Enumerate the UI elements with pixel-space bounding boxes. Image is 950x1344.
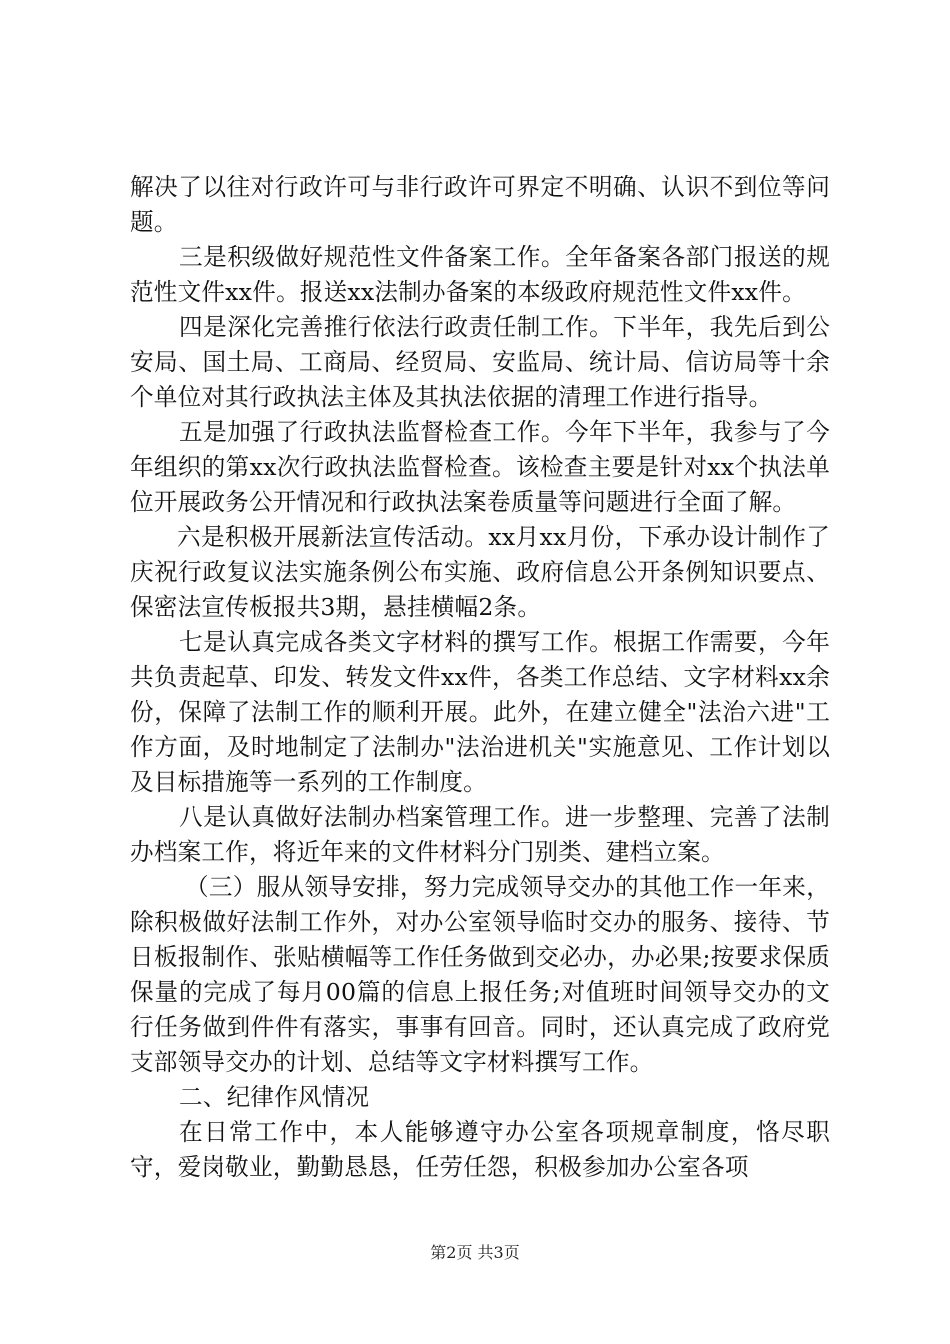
paragraph-item-7: 七是认真完成各类文字材料的撰写工作。根据工作需要，今年共负责起草、印发、转发文件xx件，各类工作总结、文字材料xx余份，保障了法制工作的顺利开展。此外，在建立健全"法治六进"工作方面，及时地制定了法制办"法治进机关"实施意见、工作计划以及目标措施等一系列的工作制度。 [130,628,830,796]
page-footer: 第2页 共3页 [430,1243,520,1262]
paragraph-section-3: （三）服从领导安排，努力完成领导交办的其他工作一年来，除积极做好法制工作外，对办公室领导临时交办的服务、接待、节日板报制作、张贴横幅等工作任务做到交必办，办必果;按要求保质保量的完成了每月00篇的信息上报任务;对值班时间领导交办的文行任务做到件件有落实，事事有回音。同时，还认真完成了政府党支部领导交办的计划、总结等文字材料撰写工作。 [130,873,830,1076]
paragraph-item-5: 五是加强了行政执法监督检查工作。今年下半年，我参与了今年组织的第xx次行政执法监督检查。该检查主要是针对xx个执法单位开展政务公开情况和行政执法案卷质量等问题进行全面了解。 [130,418,830,516]
paragraph-item-4: 四是深化完善推行依法行政责任制工作。下半年，我先后到公安局、国土局、工商局、经贸局、安监局、统计局、信访局等十余个单位对其行政执法主体及其执法依据的清理工作进行指导。 [130,313,830,411]
paragraph-discipline: 在日常工作中，本人能够遵守办公室各项规章制度，恪尽职守，爱岗敬业，勤勤恳恳，任劳任怨，积极参加办公室各项 [130,1118,830,1181]
section-heading-discipline: 二、纪律作风情况 [179,1083,370,1111]
document-body [130,170,830,1185]
paragraph-continuation: 解决了以往对行政许可与非行政许可界定不明确、认识不到位等问题。 [130,173,830,236]
paragraph-item-3: 三是积级做好规范性文件备案工作。全年备案各部门报送的规范性文件xx件。报送xx法制办备案的本级政府规范性文件xx件。 [130,243,830,306]
paragraph-item-8: 八是认真做好法制办档案管理工作。进一步整理、完善了法制办档案工作，将近年来的文件材料分门别类、建档立案。 [130,803,830,866]
paragraph-item-6: 六是积极开展新法宣传活动。xx月xx月份，下承办设计制作了庆祝行政复议法实施条例公布实施、政府信息公开条例知识要点、保密法宣传板报共3期，悬挂横幅2条。 [130,523,830,621]
